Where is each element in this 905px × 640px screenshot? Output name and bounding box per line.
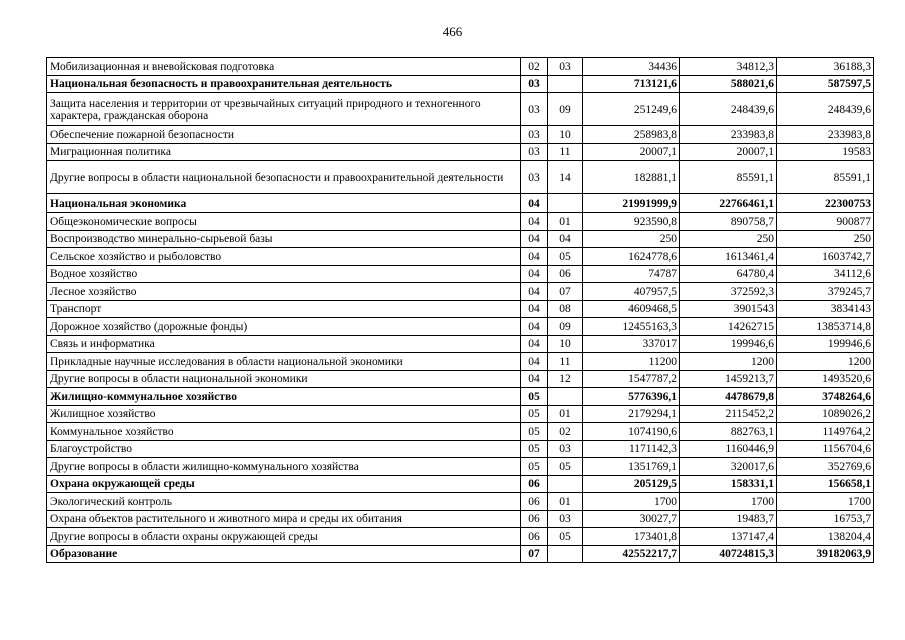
subsection-code-cell: 10 bbox=[548, 126, 583, 144]
amount-year1-cell: 1547787,2 bbox=[583, 370, 680, 388]
subsection-code-cell: 05 bbox=[548, 248, 583, 266]
amount-year1-cell: 42552217,7 bbox=[583, 545, 680, 563]
section-code-cell: 04 bbox=[521, 265, 548, 283]
row-name-cell: Жилищное хозяйство bbox=[47, 405, 521, 423]
amount-year3-cell: 13853714,8 bbox=[777, 318, 874, 336]
subsection-code-cell: 07 bbox=[548, 283, 583, 301]
amount-year1-cell: 21991999,9 bbox=[583, 194, 680, 213]
subsection-code-cell: 06 bbox=[548, 265, 583, 283]
amount-year2-cell: 320017,6 bbox=[680, 458, 777, 476]
amount-year1-cell: 12455163,3 bbox=[583, 318, 680, 336]
row-name-cell: Коммунальное хозяйство bbox=[47, 423, 521, 441]
table-row bbox=[47, 370, 874, 388]
subsection-code-cell: 10 bbox=[548, 335, 583, 353]
table-row bbox=[47, 528, 874, 546]
table-row bbox=[47, 58, 874, 76]
amount-year1-cell: 407957,5 bbox=[583, 283, 680, 301]
row-name-cell: Обеспечение пожарной безопасности bbox=[47, 126, 521, 144]
row-name-cell: Лесное хозяйство bbox=[47, 283, 521, 301]
table-row bbox=[47, 493, 874, 511]
subsection-code-cell: 11 bbox=[548, 353, 583, 371]
subsection-code-cell: 09 bbox=[548, 318, 583, 336]
table-row bbox=[47, 126, 874, 144]
row-name-cell: Национальная экономика bbox=[47, 194, 521, 213]
section-code-cell: 04 bbox=[521, 248, 548, 266]
subsection-code-cell: 05 bbox=[548, 458, 583, 476]
table-row bbox=[47, 213, 874, 231]
section-code-cell: 03 bbox=[521, 75, 548, 93]
table-row bbox=[47, 230, 874, 248]
table-row bbox=[47, 423, 874, 441]
amount-year2-cell: 4478679,8 bbox=[680, 388, 777, 406]
subsection-code-cell: 03 bbox=[548, 510, 583, 528]
amount-year1-cell: 173401,8 bbox=[583, 528, 680, 546]
amount-year3-cell: 34112,6 bbox=[777, 265, 874, 283]
amount-year2-cell: 1613461,4 bbox=[680, 248, 777, 266]
section-code-cell: 04 bbox=[521, 318, 548, 336]
subsection-code-cell: 01 bbox=[548, 493, 583, 511]
amount-year2-cell: 40724815,3 bbox=[680, 545, 777, 563]
section-code-cell: 03 bbox=[521, 161, 548, 194]
amount-year2-cell: 22766461,1 bbox=[680, 194, 777, 213]
subsection-code-cell bbox=[548, 475, 583, 493]
section-code-cell: 05 bbox=[521, 423, 548, 441]
table-row bbox=[47, 405, 874, 423]
row-name-cell: Прикладные научные исследования в области национальной экономики bbox=[47, 353, 521, 371]
amount-year2-cell: 250 bbox=[680, 230, 777, 248]
table-row bbox=[47, 161, 874, 194]
amount-year1-cell: 11200 bbox=[583, 353, 680, 371]
table-row bbox=[47, 300, 874, 318]
row-name-cell: Другие вопросы в области охраны окружающей среды bbox=[47, 528, 521, 546]
subsection-code-cell: 08 bbox=[548, 300, 583, 318]
amount-year2-cell: 233983,8 bbox=[680, 126, 777, 144]
amount-year2-cell: 890758,7 bbox=[680, 213, 777, 231]
section-row bbox=[47, 194, 874, 213]
amount-year3-cell: 1089026,2 bbox=[777, 405, 874, 423]
table-row bbox=[47, 265, 874, 283]
row-name-cell: Национальная безопасность и правоохранительная деятельность bbox=[47, 75, 521, 93]
section-code-cell: 06 bbox=[521, 475, 548, 493]
row-name-cell: Транспорт bbox=[47, 300, 521, 318]
amount-year3-cell: 1700 bbox=[777, 493, 874, 511]
row-name-cell: Миграционная политика bbox=[47, 143, 521, 161]
row-name-cell: Другие вопросы в области национальной безопасности и правоохранительной деятельности bbox=[47, 161, 521, 194]
amount-year2-cell: 14262715 bbox=[680, 318, 777, 336]
amount-year1-cell: 713121,6 bbox=[583, 75, 680, 93]
section-code-cell: 06 bbox=[521, 493, 548, 511]
subsection-code-cell bbox=[548, 194, 583, 213]
table-row bbox=[47, 510, 874, 528]
amount-year3-cell: 352769,6 bbox=[777, 458, 874, 476]
subsection-code-cell bbox=[548, 75, 583, 93]
amount-year1-cell: 34436 bbox=[583, 58, 680, 76]
amount-year2-cell: 19483,7 bbox=[680, 510, 777, 528]
amount-year1-cell: 337017 bbox=[583, 335, 680, 353]
amount-year2-cell: 1160446,9 bbox=[680, 440, 777, 458]
section-code-cell: 04 bbox=[521, 300, 548, 318]
row-name-cell: Общеэкономические вопросы bbox=[47, 213, 521, 231]
row-name-cell: Другие вопросы в области жилищно-коммунального хозяйства bbox=[47, 458, 521, 476]
amount-year1-cell: 1171142,3 bbox=[583, 440, 680, 458]
amount-year2-cell: 137147,4 bbox=[680, 528, 777, 546]
amount-year3-cell: 3834143 bbox=[777, 300, 874, 318]
section-code-cell: 03 bbox=[521, 93, 548, 126]
amount-year1-cell: 4609468,5 bbox=[583, 300, 680, 318]
amount-year1-cell: 74787 bbox=[583, 265, 680, 283]
amount-year1-cell: 20007,1 bbox=[583, 143, 680, 161]
amount-year3-cell: 3748264,6 bbox=[777, 388, 874, 406]
amount-year2-cell: 1459213,7 bbox=[680, 370, 777, 388]
amount-year2-cell: 248439,6 bbox=[680, 93, 777, 126]
amount-year3-cell: 248439,6 bbox=[777, 93, 874, 126]
amount-year3-cell: 19583 bbox=[777, 143, 874, 161]
amount-year2-cell: 199946,6 bbox=[680, 335, 777, 353]
table-row bbox=[47, 335, 874, 353]
amount-year3-cell: 900877 bbox=[777, 213, 874, 231]
table-row bbox=[47, 440, 874, 458]
page-number: 466 bbox=[442, 24, 463, 39]
amount-year1-cell: 1074190,6 bbox=[583, 423, 680, 441]
amount-year1-cell: 251249,6 bbox=[583, 93, 680, 126]
section-code-cell: 04 bbox=[521, 194, 548, 213]
subsection-code-cell: 11 bbox=[548, 143, 583, 161]
amount-year2-cell: 372592,3 bbox=[680, 283, 777, 301]
subsection-code-cell bbox=[548, 545, 583, 563]
table-row bbox=[47, 353, 874, 371]
amount-year3-cell: 85591,1 bbox=[777, 161, 874, 194]
section-code-cell: 05 bbox=[521, 388, 548, 406]
row-name-cell: Экологический контроль bbox=[47, 493, 521, 511]
section-code-cell: 02 bbox=[521, 58, 548, 76]
table-row bbox=[47, 283, 874, 301]
section-row bbox=[47, 75, 874, 93]
amount-year3-cell: 1603742,7 bbox=[777, 248, 874, 266]
section-code-cell: 05 bbox=[521, 405, 548, 423]
row-name-cell: Образование bbox=[47, 545, 521, 563]
section-code-cell: 05 bbox=[521, 458, 548, 476]
section-code-cell: 03 bbox=[521, 126, 548, 144]
subsection-code-cell: 01 bbox=[548, 405, 583, 423]
row-name-cell: Жилищно-коммунальное хозяйство bbox=[47, 388, 521, 406]
amount-year1-cell: 2179294,1 bbox=[583, 405, 680, 423]
amount-year1-cell: 30027,7 bbox=[583, 510, 680, 528]
amount-year2-cell: 1200 bbox=[680, 353, 777, 371]
amount-year1-cell: 5776396,1 bbox=[583, 388, 680, 406]
amount-year1-cell: 1624778,6 bbox=[583, 248, 680, 266]
amount-year2-cell: 158331,1 bbox=[680, 475, 777, 493]
amount-year2-cell: 34812,3 bbox=[680, 58, 777, 76]
amount-year2-cell: 1700 bbox=[680, 493, 777, 511]
section-code-cell: 04 bbox=[521, 283, 548, 301]
section-code-cell: 06 bbox=[521, 510, 548, 528]
subsection-code-cell: 12 bbox=[548, 370, 583, 388]
amount-year1-cell: 182881,1 bbox=[583, 161, 680, 194]
table-row bbox=[47, 248, 874, 266]
budget-table bbox=[46, 57, 874, 563]
amount-year3-cell: 379245,7 bbox=[777, 283, 874, 301]
row-name-cell: Защита населения и территории от чрезвычайных ситуаций природного и техногенного характера, гражданская оборона bbox=[47, 93, 521, 126]
subsection-code-cell: 14 bbox=[548, 161, 583, 194]
amount-year3-cell: 16753,7 bbox=[777, 510, 874, 528]
row-name-cell: Связь и информатика bbox=[47, 335, 521, 353]
section-code-cell: 04 bbox=[521, 353, 548, 371]
amount-year2-cell: 3901543 bbox=[680, 300, 777, 318]
amount-year2-cell: 85591,1 bbox=[680, 161, 777, 194]
amount-year3-cell: 1200 bbox=[777, 353, 874, 371]
amount-year1-cell: 1351769,1 bbox=[583, 458, 680, 476]
amount-year1-cell: 258983,8 bbox=[583, 126, 680, 144]
subsection-code-cell: 01 bbox=[548, 213, 583, 231]
amount-year3-cell: 156658,1 bbox=[777, 475, 874, 493]
amount-year3-cell: 1156704,6 bbox=[777, 440, 874, 458]
budget-table-body bbox=[47, 58, 874, 563]
amount-year3-cell: 39182063,9 bbox=[777, 545, 874, 563]
amount-year2-cell: 64780,4 bbox=[680, 265, 777, 283]
amount-year2-cell: 882763,1 bbox=[680, 423, 777, 441]
section-code-cell: 07 bbox=[521, 545, 548, 563]
section-code-cell: 06 bbox=[521, 528, 548, 546]
amount-year3-cell: 587597,5 bbox=[777, 75, 874, 93]
amount-year3-cell: 22300753 bbox=[777, 194, 874, 213]
section-code-cell: 05 bbox=[521, 440, 548, 458]
subsection-code-cell: 02 bbox=[548, 423, 583, 441]
section-code-cell: 03 bbox=[521, 143, 548, 161]
row-name-cell: Сельское хозяйство и рыболовство bbox=[47, 248, 521, 266]
amount-year1-cell: 205129,5 bbox=[583, 475, 680, 493]
table-row bbox=[47, 318, 874, 336]
amount-year3-cell: 250 bbox=[777, 230, 874, 248]
table-row bbox=[47, 93, 874, 126]
section-code-cell: 04 bbox=[521, 370, 548, 388]
section-code-cell: 04 bbox=[521, 213, 548, 231]
section-row bbox=[47, 388, 874, 406]
subsection-code-cell: 09 bbox=[548, 93, 583, 126]
section-row bbox=[47, 475, 874, 493]
amount-year3-cell: 233983,8 bbox=[777, 126, 874, 144]
subsection-code-cell: 03 bbox=[548, 58, 583, 76]
amount-year1-cell: 1700 bbox=[583, 493, 680, 511]
subsection-code-cell bbox=[548, 388, 583, 406]
amount-year3-cell: 1493520,6 bbox=[777, 370, 874, 388]
amount-year2-cell: 588021,6 bbox=[680, 75, 777, 93]
row-name-cell: Воспроизводство минерально-сырьевой базы bbox=[47, 230, 521, 248]
subsection-code-cell: 04 bbox=[548, 230, 583, 248]
table-row bbox=[47, 143, 874, 161]
subsection-code-cell: 05 bbox=[548, 528, 583, 546]
amount-year1-cell: 250 bbox=[583, 230, 680, 248]
section-row bbox=[47, 545, 874, 563]
subsection-code-cell: 03 bbox=[548, 440, 583, 458]
row-name-cell: Другие вопросы в области национальной экономики bbox=[47, 370, 521, 388]
section-code-cell: 04 bbox=[521, 230, 548, 248]
amount-year1-cell: 923590,8 bbox=[583, 213, 680, 231]
section-code-cell: 04 bbox=[521, 335, 548, 353]
amount-year3-cell: 138204,4 bbox=[777, 528, 874, 546]
row-name-cell: Водное хозяйство bbox=[47, 265, 521, 283]
row-name-cell: Охрана окружающей среды bbox=[47, 475, 521, 493]
amount-year2-cell: 20007,1 bbox=[680, 143, 777, 161]
row-name-cell: Благоустройство bbox=[47, 440, 521, 458]
amount-year3-cell: 199946,6 bbox=[777, 335, 874, 353]
amount-year3-cell: 36188,3 bbox=[777, 58, 874, 76]
amount-year3-cell: 1149764,2 bbox=[777, 423, 874, 441]
row-name-cell: Охрана объектов растительного и животного мира и среды их обитания bbox=[47, 510, 521, 528]
row-name-cell: Дорожное хозяйство (дорожные фонды) bbox=[47, 318, 521, 336]
amount-year2-cell: 2115452,2 bbox=[680, 405, 777, 423]
table-row bbox=[47, 458, 874, 476]
row-name-cell: Мобилизационная и вневойсковая подготовка bbox=[47, 58, 521, 76]
